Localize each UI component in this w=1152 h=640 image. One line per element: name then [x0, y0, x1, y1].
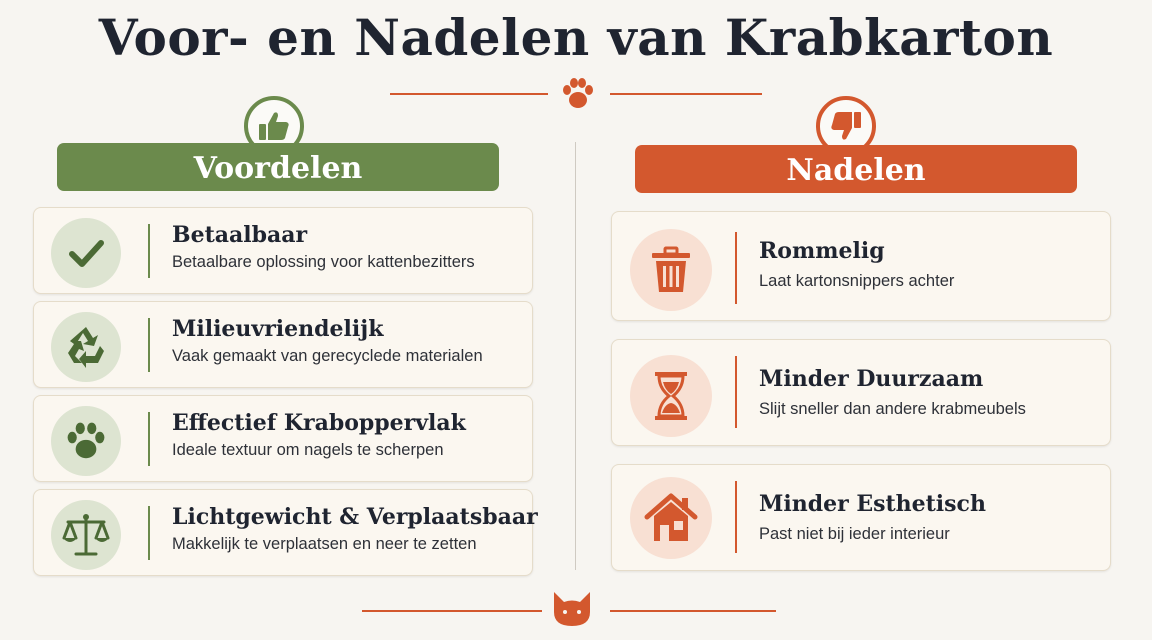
- pro-description: Vaak gemaakt van gerecyclede materialen: [172, 347, 483, 365]
- card-accent-line: [735, 356, 737, 428]
- con-card-1: [611, 211, 1111, 321]
- top-rule-left: [390, 93, 548, 95]
- con-title: Rommelig: [759, 238, 885, 264]
- paw-icon: [558, 73, 598, 113]
- top-rule-right: [610, 93, 762, 95]
- pro-title: Effectief Kraboppervlak: [172, 410, 466, 436]
- pro-icon-circle: [51, 218, 121, 288]
- con-description: Past niet bij ieder interieur: [759, 525, 950, 543]
- cons-heading: Nadelen: [635, 145, 1077, 193]
- pro-card-3: [33, 395, 533, 482]
- pro-description: Makkelijk te verplaatsen en neer te zetten: [172, 535, 477, 553]
- con-description: Laat kartonsnippers achter: [759, 272, 955, 290]
- scale-icon: [60, 512, 112, 558]
- pro-icon-circle: [51, 500, 121, 570]
- recycle-icon: [62, 323, 110, 371]
- con-description: Slijt sneller dan andere krabmeubels: [759, 400, 1026, 418]
- house-icon: [644, 492, 698, 544]
- con-title: Minder Esthetisch: [759, 491, 986, 517]
- con-card-2: [611, 339, 1111, 446]
- paw-icon: [63, 418, 109, 464]
- con-icon-circle: [630, 229, 712, 311]
- column-divider: [575, 142, 576, 570]
- trash-can-icon: [648, 245, 694, 295]
- pro-description: Ideale textuur om nagels te scherpen: [172, 441, 444, 459]
- con-icon-circle: [630, 477, 712, 559]
- hourglass-icon: [651, 370, 691, 422]
- page-title: Voor- en Nadelen van Krabkarton: [98, 8, 1054, 67]
- cat-face-icon: [548, 588, 596, 628]
- pro-card-1: [33, 207, 533, 294]
- card-accent-line: [148, 412, 150, 466]
- pro-card-4: [33, 489, 538, 576]
- pro-icon-circle: [51, 312, 121, 382]
- card-accent-line: [148, 506, 150, 560]
- pro-title: Milieuvriendelijk: [172, 316, 384, 342]
- pro-description: Betaalbare oplossing voor kattenbezitters: [172, 253, 475, 271]
- con-icon-circle: [630, 355, 712, 437]
- card-accent-line: [148, 224, 150, 278]
- pro-title: Lichtgewicht & Verplaatsbaar: [172, 504, 538, 530]
- pros-heading: Voordelen: [57, 143, 499, 191]
- thumbs-up-icon: [256, 108, 292, 144]
- thumbs-down-icon: [828, 108, 864, 144]
- card-accent-line: [148, 318, 150, 372]
- pro-card-2: [33, 301, 533, 388]
- card-accent-line: [735, 232, 737, 304]
- checkmark-icon: [64, 231, 108, 275]
- con-title: Minder Duurzaam: [759, 366, 984, 392]
- pro-icon-circle: [51, 406, 121, 476]
- bottom-rule-left: [362, 610, 542, 612]
- bottom-rule-right: [610, 610, 776, 612]
- pro-title: Betaalbaar: [172, 222, 308, 248]
- card-accent-line: [735, 481, 737, 553]
- con-card-3: [611, 464, 1111, 571]
